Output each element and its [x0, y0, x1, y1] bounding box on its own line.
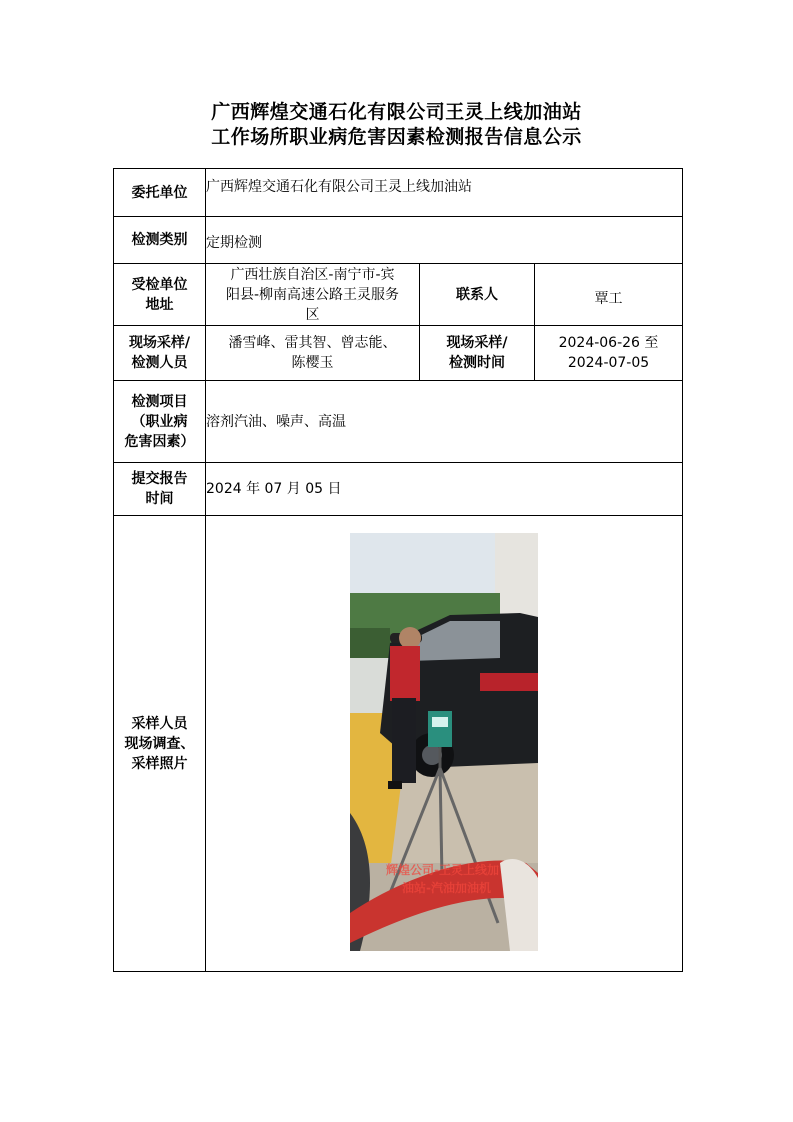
staff-value-line-1: 潘雪峰、雷其智、曾志能、: [228, 335, 397, 351]
photo-label: [114, 516, 206, 972]
photo-cell: [206, 516, 683, 972]
time-value: [535, 326, 683, 381]
staff-label: [114, 326, 206, 381]
address-label: [114, 264, 206, 326]
items-value: 溶剂汽油、噪声、高温: [206, 381, 683, 463]
row-submit: [114, 463, 683, 516]
time-label-line-2: 检测时间: [449, 355, 505, 371]
submit-label: [114, 463, 206, 516]
row-staff: [114, 326, 683, 381]
title-line-1: 广西辉煌交通石化有限公司王灵上线加油站: [211, 101, 582, 123]
items-label: [114, 381, 206, 463]
submit-value: 2024 年 07 月 05 日: [206, 463, 683, 516]
photo-label-line-2: 现场调查、: [124, 735, 195, 752]
staff-value: [206, 326, 420, 381]
site-photo: [350, 533, 538, 951]
contact-label: 联系人: [420, 264, 535, 326]
type-label: 检测类别: [114, 217, 206, 264]
title-line-2: 工作场所职业病危害因素检测报告信息公示: [211, 126, 582, 148]
row-type: [114, 217, 683, 264]
row-photo: [114, 516, 683, 972]
submit-label-line-1: 提交报告: [131, 471, 188, 487]
address-label-line-2: 地址: [145, 296, 174, 313]
staff-label-line-1: 现场采样/: [128, 335, 191, 351]
time-value-line-1: 2024-06-26 至: [558, 335, 659, 351]
client-value: 广西辉煌交通石化有限公司王灵上线加油站: [206, 169, 683, 217]
contact-value: 覃工: [535, 264, 683, 326]
photo-label-line-1: 采样人员: [131, 715, 188, 732]
watermark-line-1: 辉煌公司-王灵上线加: [386, 862, 499, 877]
staff-value-line-2: 陈樱玉: [291, 355, 334, 371]
items-label-line-2: （职业病: [131, 413, 188, 430]
time-value-line-2: 2024-07-05: [567, 355, 650, 371]
staff-label-line-2: 检测人员: [131, 355, 188, 371]
row-client: [114, 169, 683, 217]
address-value-line-1: 广西壮族自治区-南宁市-宾: [230, 266, 395, 283]
row-items: [114, 381, 683, 463]
time-label: [420, 326, 535, 381]
client-label: 委托单位: [114, 169, 206, 217]
address-value-line-2: 阳县-柳南高速公路王灵服务: [225, 286, 400, 303]
report-table: [113, 168, 683, 972]
address-value-line-3: 区: [305, 306, 320, 323]
items-label-line-1: 检测项目: [131, 393, 188, 410]
address-value: [206, 264, 420, 326]
items-label-line-3: 危害因素）: [124, 433, 195, 450]
type-value: 定期检测: [206, 217, 683, 264]
submit-label-line-2: 时间: [145, 491, 174, 507]
address-label-line-1: 受检单位: [131, 276, 188, 293]
time-label-line-1: 现场采样/: [446, 335, 508, 351]
row-address: [114, 264, 683, 326]
photo-label-line-3: 采样照片: [131, 755, 188, 772]
watermark-line-2: 油站-汽油加油机: [402, 880, 491, 895]
